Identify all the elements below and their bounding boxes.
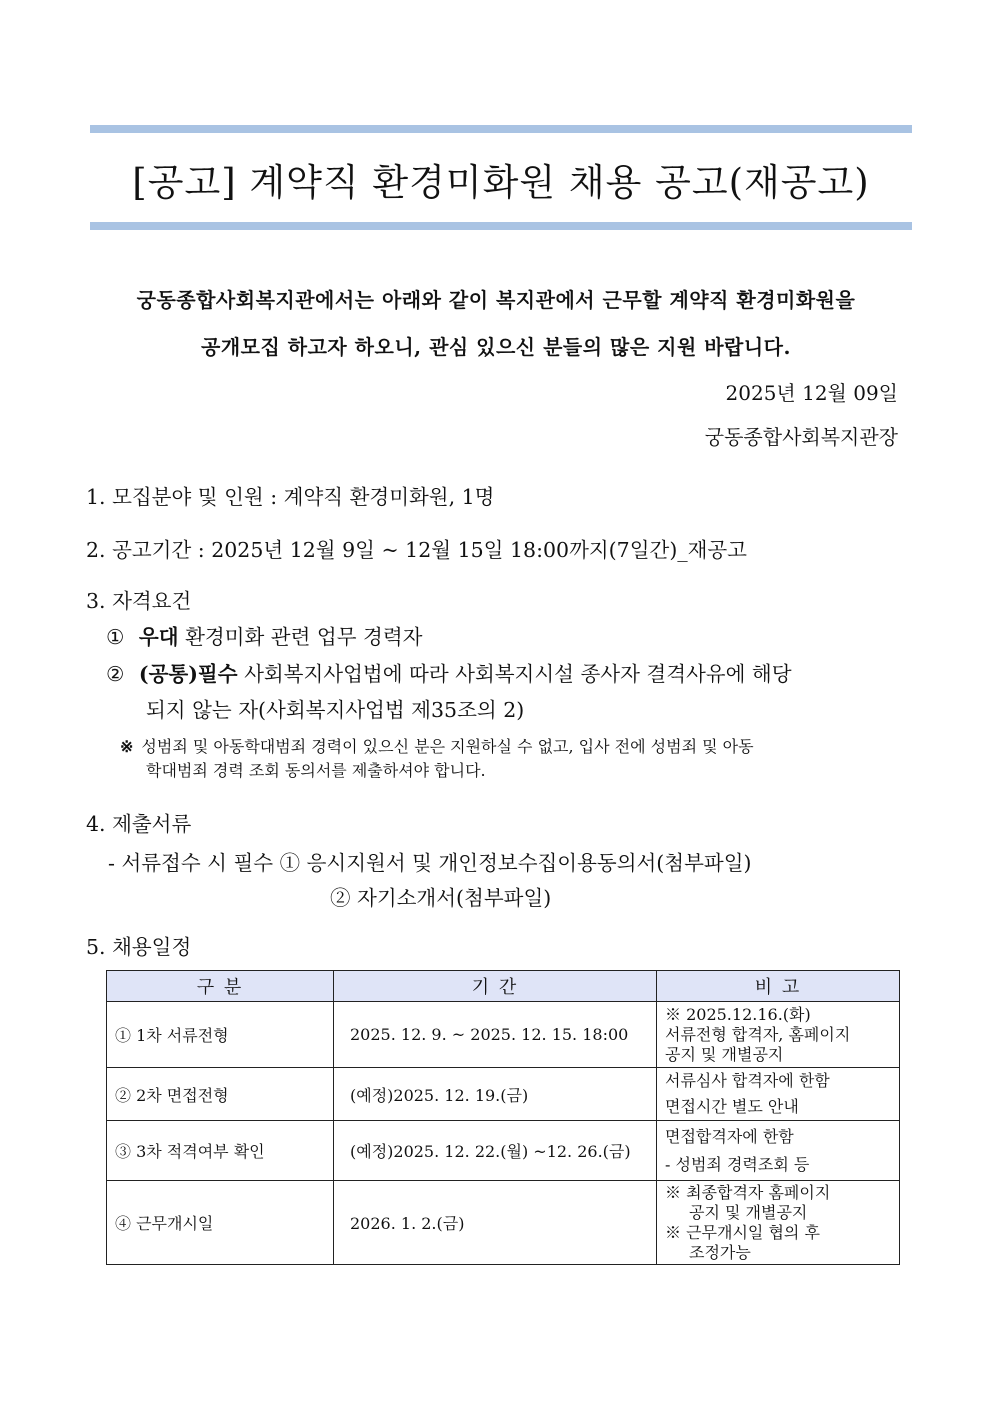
section-recruitment-field: 1. 모집분야 및 인원 : 계약직 환경미화원, 1명 <box>86 485 495 509</box>
row-period: 2025. 12. 9. ~ 2025. 12. 15. 18:00 <box>334 1002 657 1068</box>
header-category: 구 분 <box>107 971 334 1002</box>
qualification-preferred <box>106 620 422 650</box>
intro-line-2: 공개모집 하고자 하오니, 관심 있으신 분들의 많은 지원 바랍니다. <box>201 335 791 359</box>
required-text: 사회복지사업법에 따라 사회복지시설 종사자 결격사유에 해당 <box>244 662 792 686</box>
table-row <box>107 1068 900 1121</box>
note-line-1: ※ 성범죄 및 아동학대범죄 경력이 있으신 분은 지원하실 수 없고, 입사 전에 성범죄 및 아동 <box>120 737 754 756</box>
row-step: ③ 3차 적격여부 확인 <box>107 1121 334 1181</box>
note-line-2: 학대범죄 경력 조회 동의서를 제출하셔야 합니다. <box>146 761 486 780</box>
row-step: ④ 근무개시일 <box>107 1181 334 1265</box>
section-schedule: 5. 채용일정 <box>86 935 192 959</box>
row-period: (예정)2025. 12. 19.(금) <box>334 1068 657 1121</box>
section-announcement-period: 2. 공고기간 : 2025년 12월 9일 ~ 12월 15일 18:00까지(7일간)_재공고 <box>86 538 747 562</box>
bottom-divider-bar <box>90 222 912 230</box>
table-header-row <box>107 971 900 1002</box>
section-qualifications: 3. 자격요건 <box>86 589 192 613</box>
note-mark: ※ <box>120 737 134 756</box>
criminal-record-note <box>120 735 910 783</box>
documents-line-2: ② 자기소개서(첨부파일) <box>330 886 552 910</box>
row-period: 2026. 1. 2.(금) <box>334 1181 657 1265</box>
issuer-name: 궁동종합사회복지관장 <box>704 425 898 449</box>
qualification-required <box>106 657 792 687</box>
intro-line-1: 궁동종합사회복지관에서는 아래와 같이 복지관에서 근무할 계약직 환경미화원을 <box>136 288 856 312</box>
qualification-required-cont: 되지 않는 자(사회복지사업법 제35조의 2) <box>146 698 525 722</box>
header-period: 기 간 <box>334 971 657 1002</box>
required-label: (공통)필수 <box>138 662 238 686</box>
section-documents: 4. 제출서류 <box>86 812 192 836</box>
schedule-table <box>106 970 900 1265</box>
header-remarks: 비 고 <box>657 971 900 1002</box>
table-row <box>107 1121 900 1181</box>
preferred-text: 환경미화 관련 업무 경력자 <box>185 625 423 649</box>
row-remarks: ※ 최종합격자 홈페이지 공지 및 개별공지 ※ 근무개시일 협의 후 조정가능 <box>657 1181 900 1265</box>
row-remarks: ※ 2025.12.16.(화) 서류전형 합격자, 홈페이지 공지 및 개별공지 <box>657 1002 900 1068</box>
item-number: ① <box>106 625 125 649</box>
row-remarks: 서류심사 합격자에 한함 면접시간 별도 안내 <box>657 1068 900 1121</box>
top-divider-bar <box>90 125 912 133</box>
item-number: ② <box>106 662 125 686</box>
row-step: ② 2차 면접전형 <box>107 1068 334 1121</box>
row-period: (예정)2025. 12. 22.(월) ~12. 26.(금) <box>334 1121 657 1181</box>
documents-line-1: - 서류접수 시 필수 ① 응시지원서 및 개인정보수집이용동의서(첨부파일) <box>108 851 752 875</box>
preferred-label: 우대 <box>138 625 179 649</box>
table-row <box>107 1181 900 1265</box>
announcement-date: 2025년 12월 09일 <box>725 381 898 405</box>
row-remarks: 면접합격자에 한함 - 성범죄 경력조회 등 <box>657 1121 900 1181</box>
page-title: [공고] 계약직 환경미화원 채용 공고(재공고) <box>132 161 870 204</box>
row-step: ① 1차 서류전형 <box>107 1002 334 1068</box>
table-row <box>107 1002 900 1068</box>
